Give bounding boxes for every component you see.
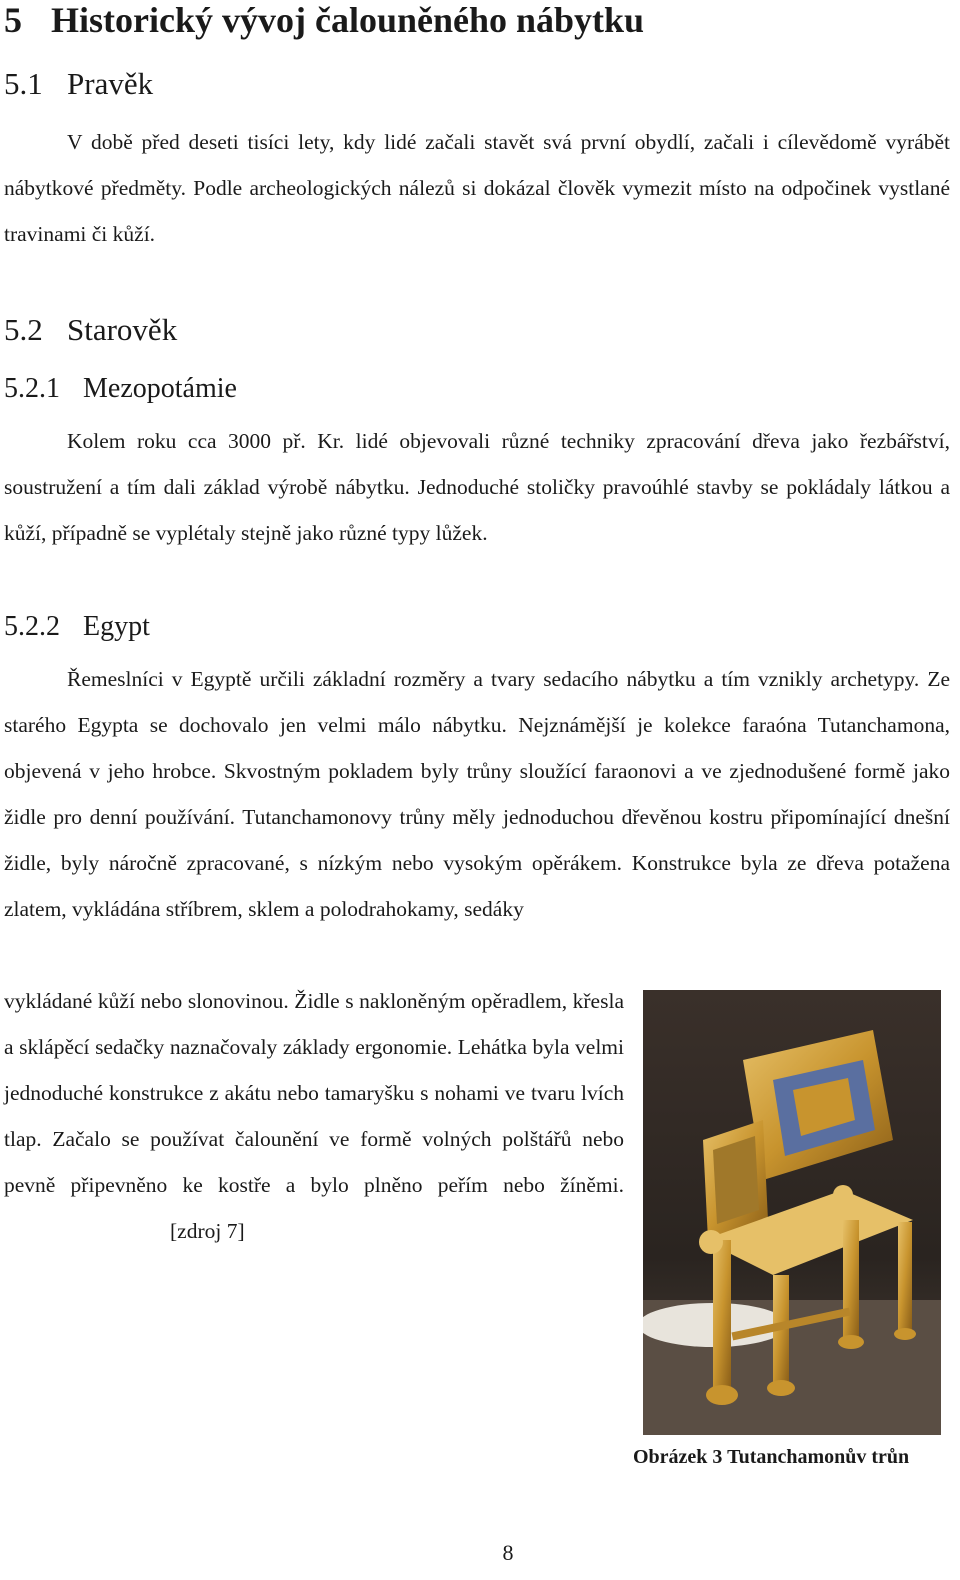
subsection-heading-mesopotamia [4,371,237,407]
subsection-title-text: Mezopotámie [83,373,237,404]
paragraph-egypt-continued-text: vykládané kůží nebo slonovinou. Židle s nakloněným opěradlem, křesla a sklápěcí sedačky naznačovaly základy ergonomie. Lehátka byla velmi jednoduché konstrukce z akátu nebo tamaryšku s nohami ve tvaru lvích tlap. Začalo se používat čalounění ve formě volných polštářů nebo pevně připevněno ke kostře a bylo plněno peřím nebo žíněmi. [4,989,624,1197]
section-number: 5.2 [4,312,43,347]
paragraph-egypt: Řemeslníci v Egyptě určili základní rozměry a tvary sedacího nábytku a tím vznikly archetypy. Ze starého Egypta se dochovalo jen velmi málo nábytku. Nejznámější je kolekce faraóna Tutanchamona, objevená v jeho hrobce. Skvostným pokladem byly trůny sloužící faraonovi a ve zjednodušené formě jako židle pro denní používání. Tutanchamonovy trůny měly jednoduchou dřevěnou kostru připomínající dnešní židle, byly náročně zpracované, s nízkým nebo vysokým opěrákem. Konstrukce byla ze dřeva potažena zlatem, vykládána stříbrem, sklem a polodrahokamy, sedáky [4,667,950,921]
throne-photo [643,990,941,1435]
section-title-text: Pravěk [67,66,154,101]
subsection-title-text: Egypt [83,611,150,642]
paragraph-prehistory: V době před deseti tisíci lety, kdy lidé začali stavět svá první obydlí, začali i cílevědomě vyrábět nábytkové předměty. Podle archeologických nálezů si dokázal člověk vymezit místo na odpočinek vystlané travinami či kůží. [4,130,950,246]
section-heading-prehistory [4,64,153,104]
subsection-heading-egypt [4,609,150,645]
chapter-number: 5 [4,0,22,40]
chapter-title-text: Historický vývoj čalouněného nábytku [51,0,645,40]
subsection-number: 5.2.2 [4,611,60,642]
subsection-number: 5.2.1 [4,373,60,404]
paragraph-egypt-continued [4,978,624,1254]
figure-tutankhamun-throne [643,990,941,1435]
section-heading-antiquity [4,310,177,350]
section-title-text: Starověk [67,312,178,347]
section-number: 5.1 [4,66,43,101]
figure-caption: Obrázek 3 Tutanchamonův trůn [633,1446,910,1468]
chapter-heading [4,0,644,44]
page-number: 8 [502,1540,514,1565]
paragraph-mesopotamia: Kolem roku cca 3000 př. Kr. lidé objevovali různé techniky zpracování dřeva jako řezbářství, soustružení a tím dali základ výrobě nábytku. Jednoduché stoličky pravoúhlé stavby se pokládaly látkou a kůží, případně se vyplétaly stejně jako různé typy lůžek. [4,429,950,545]
citation: [zdroj 7] [170,1219,245,1243]
